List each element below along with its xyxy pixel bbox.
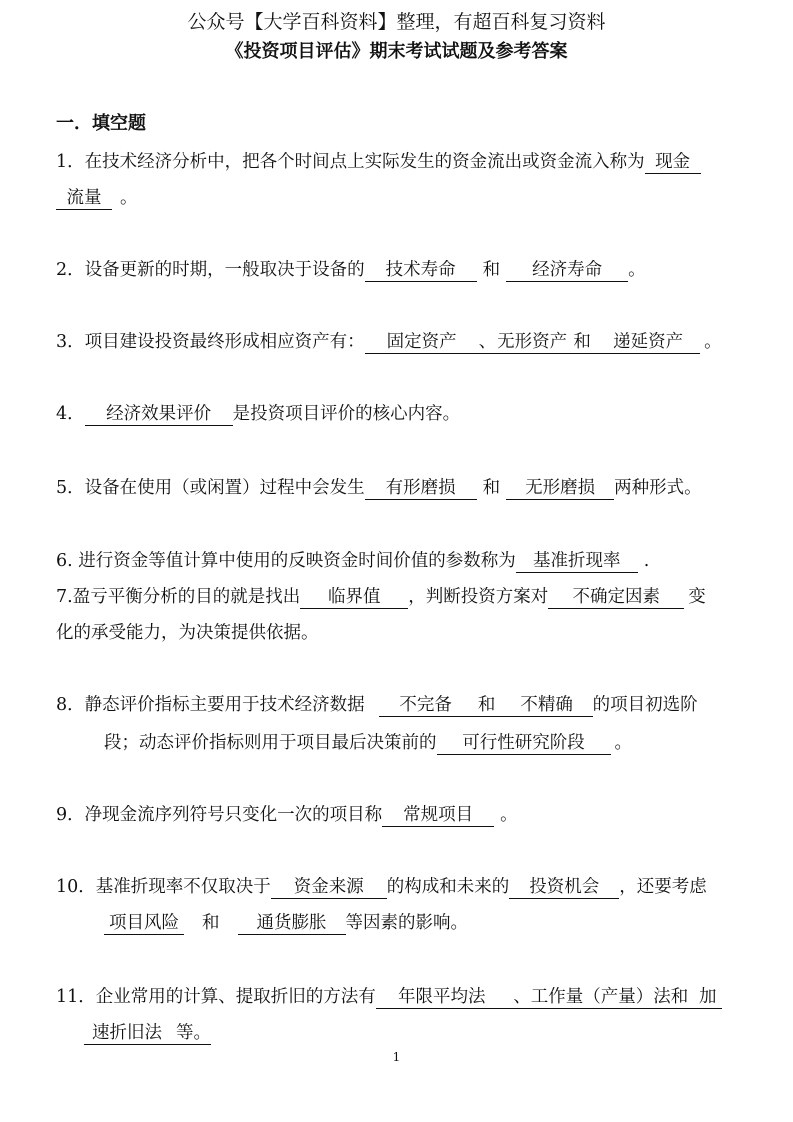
question-7-answer-2: 不确定因素 bbox=[548, 586, 684, 609]
question-3-end: 。 bbox=[704, 332, 722, 352]
question-6-answer-1: 基准折现率 bbox=[516, 550, 638, 573]
question-2-line bbox=[56, 258, 646, 282]
question-8-line-1 bbox=[56, 693, 698, 717]
question-9-line bbox=[56, 803, 518, 827]
question-4-answer-1: 经济效果评价 bbox=[85, 403, 233, 426]
question-11-answer-2b: 速折旧法 bbox=[84, 1022, 170, 1045]
question-10-end-2: 等因素的影响。 bbox=[345, 913, 468, 933]
question-8-answer-1: 不完备 bbox=[379, 694, 473, 717]
question-2-answer-1: 技术寿命 bbox=[365, 259, 477, 282]
header-source-line: 公众号【大学百科资料】整理，有超百科复习资料 bbox=[187, 11, 606, 33]
question-9-text: 9．净现金流序列符号只变化一次的项目称 bbox=[56, 805, 383, 825]
question-4-end: 是投资项目评价的核心内容。 bbox=[232, 404, 461, 424]
question-5-answer-2: 无形磨损 bbox=[506, 477, 614, 500]
question-4-line bbox=[56, 402, 460, 426]
question-2-mid: 和 bbox=[482, 260, 501, 280]
question-9-end: 。 bbox=[500, 805, 518, 825]
question-3-line bbox=[56, 330, 722, 354]
question-2-answer-2: 经济寿命 bbox=[506, 259, 628, 282]
question-1-text: 1．在技术经济分析中，把各个时间点上实际发生的资金流出或资金流入称为 bbox=[56, 152, 645, 172]
question-7-text: 7.盈亏平衡分析的目的就是找出 bbox=[56, 587, 301, 607]
section-heading: 一．填空题 bbox=[56, 113, 146, 134]
question-8-text-2: 段；动态评价指标则用于项目最后决策前的 bbox=[104, 733, 437, 753]
question-10-line-2 bbox=[104, 911, 468, 935]
question-10-answer-3: 项目风险 bbox=[104, 912, 184, 935]
question-7-line-2: 化的承受能力，为决策提供依据。 bbox=[56, 623, 319, 643]
question-11-text: 11．企业常用的计算、提取折旧的方法有 bbox=[56, 987, 376, 1007]
question-10-end: ，还要考虑 bbox=[619, 877, 707, 897]
question-2-end: 。 bbox=[628, 260, 646, 280]
question-3-answer-2: 无形资产 bbox=[497, 332, 568, 352]
question-8-text: 8．静态评价指标主要用于技术经济数据 bbox=[56, 695, 365, 715]
question-10-mid-2: 和 bbox=[202, 913, 220, 933]
question-10-answer-1: 资金来源 bbox=[271, 876, 387, 899]
question-8-end-2: 。 bbox=[614, 733, 632, 753]
question-11-answer-1: 年限平均法 bbox=[376, 986, 508, 1009]
question-10-text: 10．基准折现率不仅取决于 bbox=[56, 877, 271, 897]
page-number: 1 bbox=[392, 1050, 401, 1064]
question-6-end: . bbox=[643, 551, 650, 571]
question-7-answer-1: 临界值 bbox=[300, 586, 408, 609]
question-10-mid: 的构成和未来的 bbox=[386, 877, 510, 897]
question-1-answer-2: 流量 bbox=[56, 187, 112, 210]
question-8-answer-3: 可行性研究阶段 bbox=[437, 732, 611, 755]
question-3-sep-2: 和 bbox=[568, 331, 596, 354]
question-3-answer-3: 递延资产 bbox=[596, 331, 700, 354]
question-5-mid: 和 bbox=[482, 478, 501, 498]
question-6-text: 6. 进行资金等值计算中使用的反映资金时间价值的参数称为 bbox=[56, 551, 516, 571]
question-1-line-1 bbox=[56, 150, 701, 174]
question-6-line bbox=[56, 549, 649, 573]
question-5-line bbox=[56, 476, 702, 500]
question-10-answer-4: 通货膨胀 bbox=[238, 912, 346, 935]
question-1-end: 。 bbox=[120, 188, 138, 208]
question-11-line-2 bbox=[84, 1021, 211, 1045]
question-8-end: 的项目初选阶 bbox=[592, 695, 698, 715]
question-2-text: 2．设备更新的时期，一般取决于设备的 bbox=[56, 260, 365, 280]
question-3-answer-1: 固定资产 bbox=[365, 331, 479, 354]
question-7-end: 变 bbox=[688, 587, 706, 607]
question-5-answer-1: 有形磨损 bbox=[365, 477, 477, 500]
question-8-line-2 bbox=[104, 731, 632, 755]
question-10-line-1 bbox=[56, 875, 707, 899]
question-7-mid: ，判断投资方案对 bbox=[408, 587, 549, 607]
question-11-line-1 bbox=[56, 985, 722, 1009]
question-3-text: 3．项目建设投资最终形成相应资产有： bbox=[56, 332, 365, 352]
document-title: 《投资项目评估》期末考试试题及参考答案 bbox=[225, 41, 568, 62]
question-7-line-1 bbox=[56, 585, 706, 609]
question-10-answer-2: 投资机会 bbox=[509, 876, 619, 899]
question-1-line-2 bbox=[56, 186, 138, 210]
question-3-sep-1: 、 bbox=[478, 332, 497, 352]
question-8-answer-2: 不精确 bbox=[501, 694, 593, 717]
question-11-answer-2a: 加 bbox=[694, 986, 722, 1009]
question-8-mid: 和 bbox=[473, 694, 501, 717]
question-11-end: 等。 bbox=[170, 1022, 211, 1045]
question-5-text: 5．设备在使用（或闲置）过程中会发生 bbox=[56, 478, 365, 498]
question-4-text: 4． bbox=[56, 404, 85, 424]
question-1-answer-1: 现金 bbox=[645, 151, 701, 174]
question-5-end: 两种形式。 bbox=[614, 478, 702, 498]
question-9-answer-1: 常规项目 bbox=[382, 804, 494, 827]
question-11-mid: 、工作量（产量）法和 bbox=[508, 986, 694, 1009]
